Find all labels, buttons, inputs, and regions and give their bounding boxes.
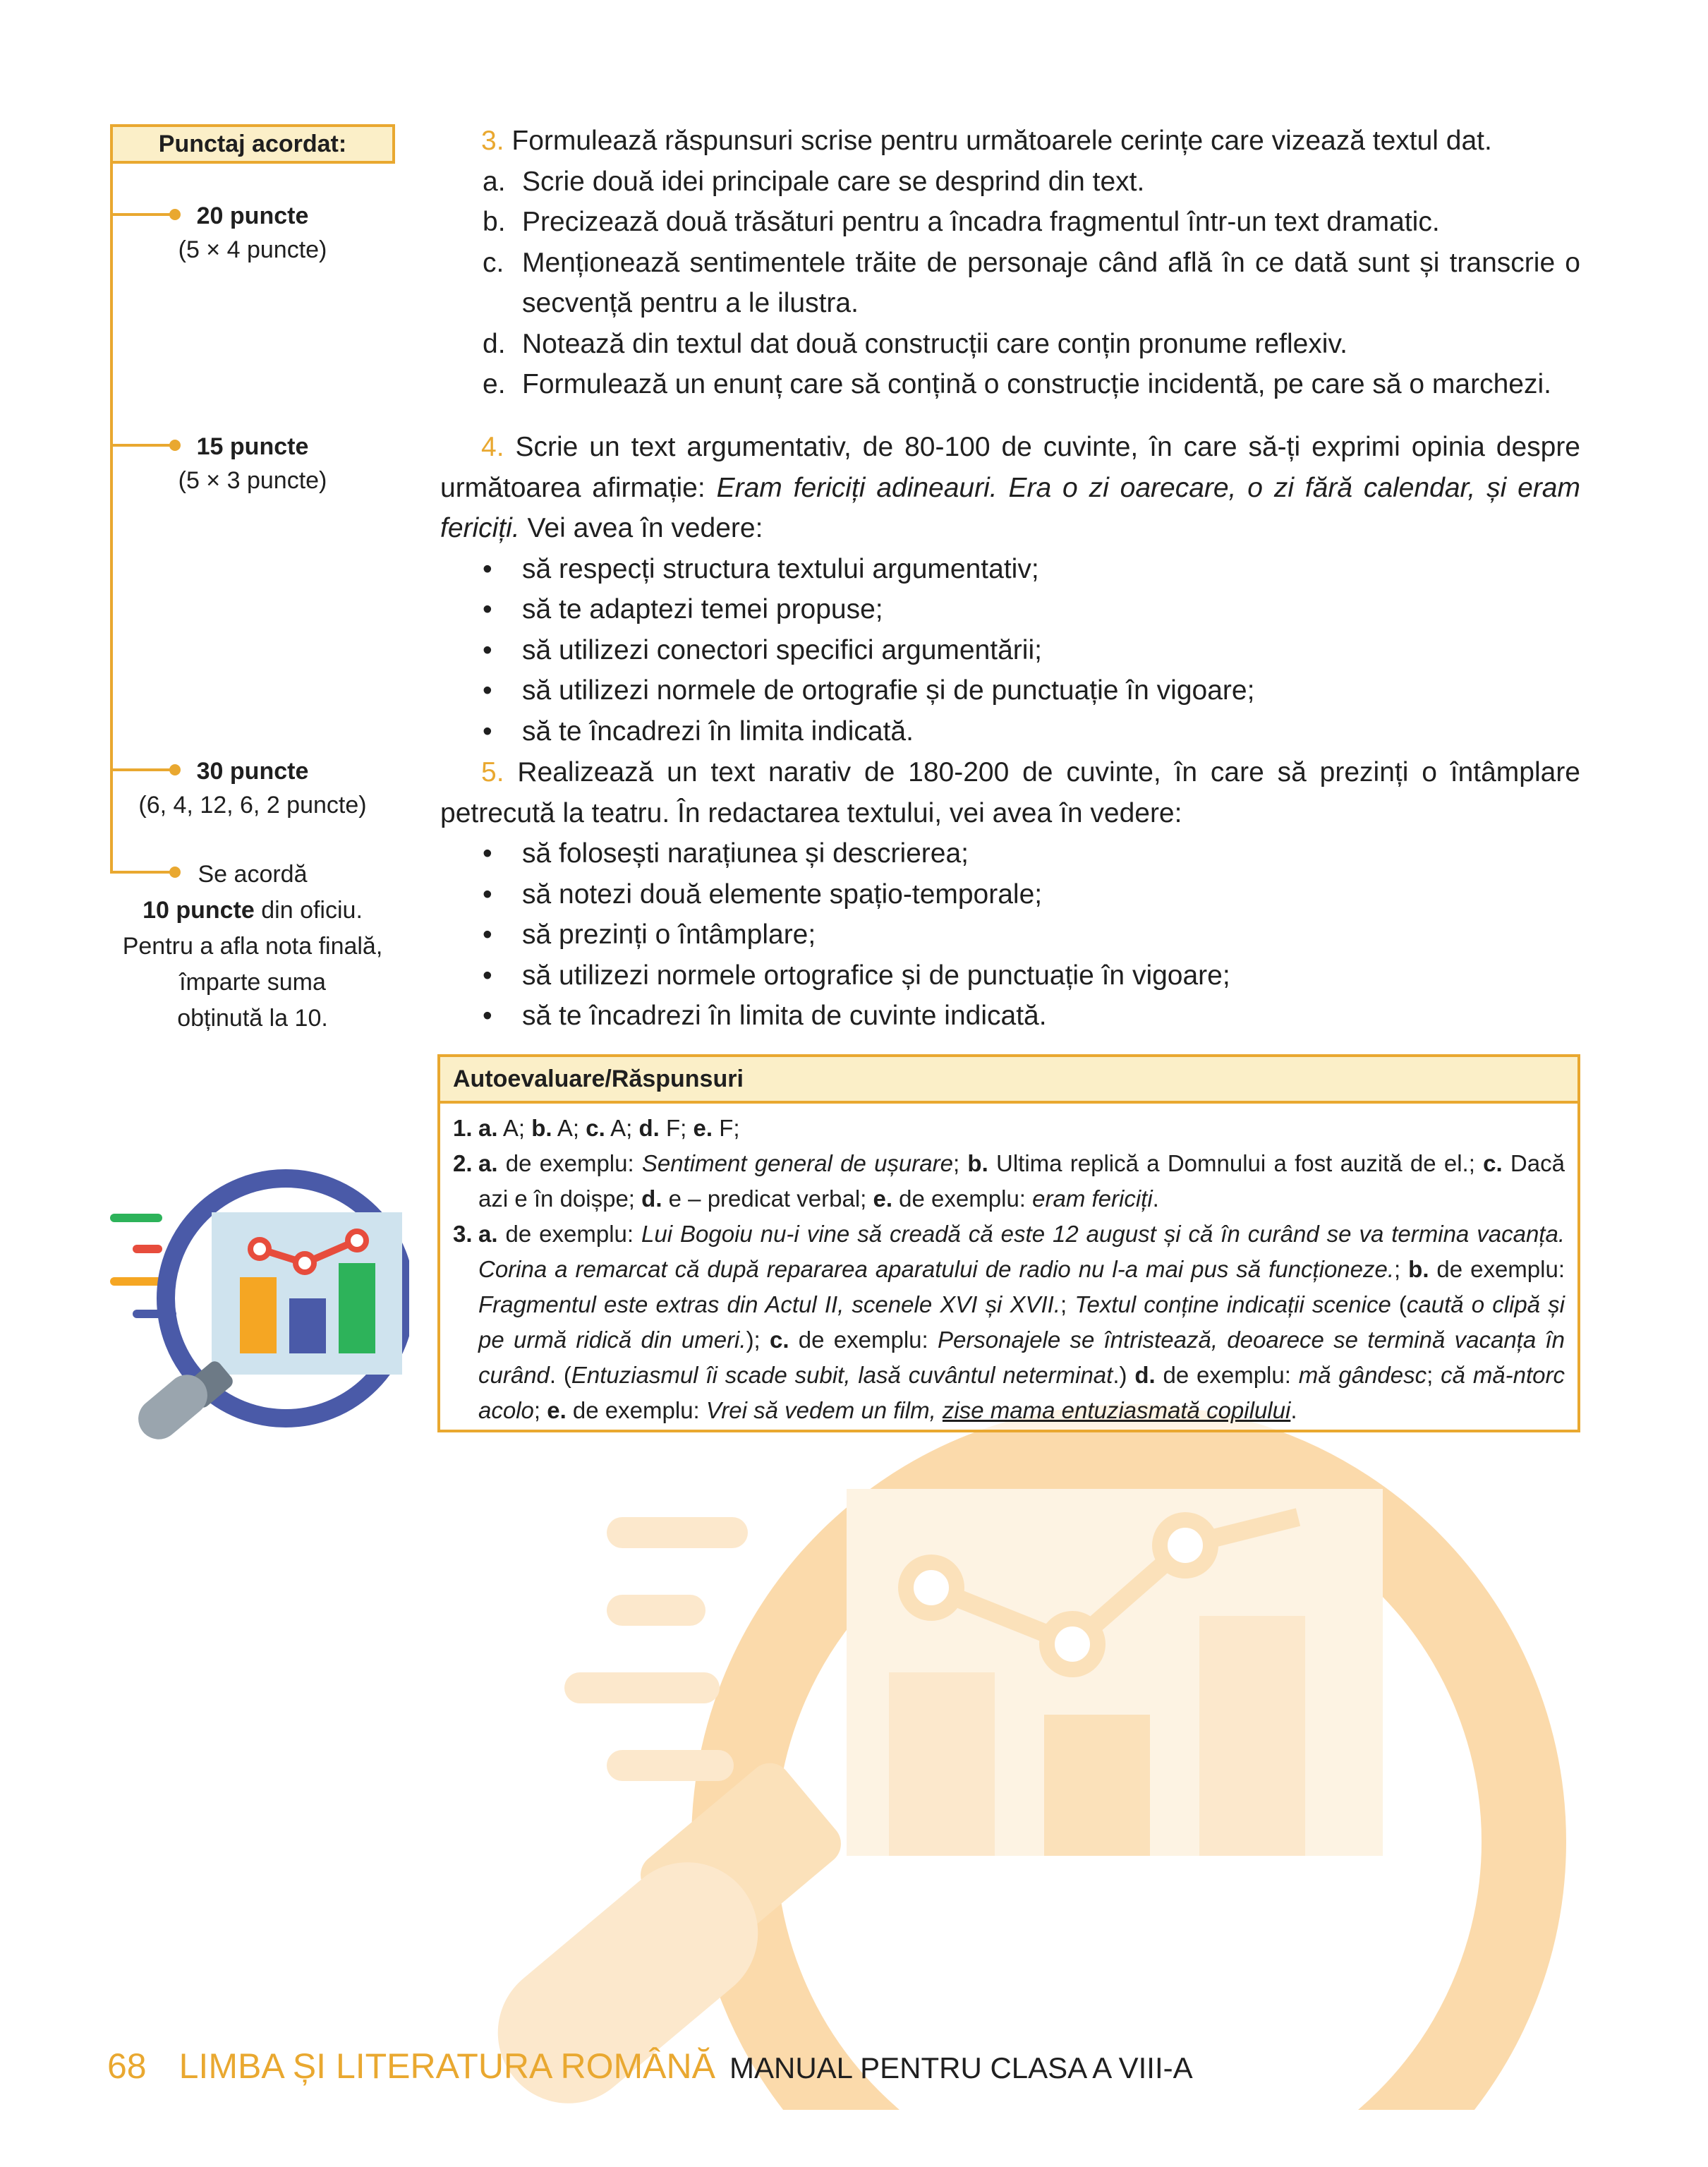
q4-bullet: • să respecți structura textului argumentativ; (483, 553, 1039, 584)
q5-text: Realizează un text narativ de 180-200 de cuvinte, în care să prezinți o întâmplare petrecută la teatru. În redactarea textului, vei avea în vedere: (440, 757, 1580, 828)
q3-item-e: e. Formulează un enunț care să conțină o construcție incidentă, pe care să o marchezi. (483, 369, 1551, 399)
self-assessment-title: Autoevaluare/Răspunsuri (440, 1057, 1577, 1104)
q4-bullet: • să te încadrezi în limita indicată. (483, 716, 914, 747)
footer-subject: LIMBA ȘI LITERATURA ROMÂNĂ (178, 2046, 715, 2086)
q5-bullet: • să notezi două elemente spațio-temporale; (483, 879, 1043, 910)
q3-item-d: d. Notează din textul dat două construcții care conțin pronume reflexiv. (483, 328, 1347, 359)
q5-bullet: • să te încadrezi în limita de cuvinte indicată. (483, 1001, 1047, 1031)
self-assessment-box (437, 1054, 1580, 1432)
page-number: 68 (107, 2046, 147, 2086)
q5-number: 5. (481, 757, 504, 787)
score-box-title: Punctaj acordat: (110, 124, 395, 164)
score-points: 15 puncte (196, 433, 309, 460)
score-item-3 (106, 754, 399, 822)
score-points: 30 puncte (196, 758, 309, 785)
q4-number: 4. (481, 432, 504, 462)
final-line1: Se acordă (198, 861, 308, 888)
final-line4: împarte suma (179, 969, 326, 996)
answer-1: 1. a. A; b. A; c. A; d. F; e. F; (453, 1115, 740, 1141)
score-detail: (5 × 3 puncte) (178, 467, 327, 494)
q3-number: 3. (481, 126, 504, 156)
score-item-1 (106, 199, 399, 267)
q3-item-a: a. Scrie două idei principale care se desprind din text. (483, 166, 1145, 197)
question-4 (440, 427, 1580, 751)
answer-3: 3. a. de exemplu: Lui Bogoiu nu-i vine să creadă că este 12 august și că în curând se va termina vacanța. Corina a remarcat că după repararea aparatului de radio nu l-a mai pus să funcționeze.; b. de exemplu: Fragmentul este extras din Actul II, scenele XVI și XVII.; Textul conține indicații scenice (caută o clipă și pe urmă ridică din umeri.); c. de exemplu: Personajele se întristează, deoarece se termină vacanța în curând. (Entuziasmul îi scade subit, lasă cuvântul neterminat.) d. de exemplu: mă gândesc; că mă-ntorc acolo; e. de exemplu: Vrei să vedem un film, zise mama entuziasmată copilului. (453, 1221, 1565, 1423)
q4-text2: Vei avea în vedere: (519, 513, 763, 543)
footer-grade: MANUAL PENTRU CLASA A VIII-A (729, 2051, 1193, 2084)
question-3 (440, 121, 1580, 405)
q4-bullet: • să utilizezi normele de ortografie și de punctuație în vigoare; (483, 675, 1255, 706)
q5-bullet: • să folosești narațiunea și descrierea; (483, 838, 969, 869)
q4-bullet: • să te adaptezi temei propuse; (483, 594, 883, 624)
q4-text: Scrie un text argumentativ, de 80-100 de cuvinte, în care să-ți exprimi opinia despre următoarea afirmație: (440, 432, 1580, 503)
magnifier-chart-icon (106, 1157, 409, 1439)
watermark-magnifier-icon (395, 1404, 1708, 2110)
final-rest: din oficiu. (254, 897, 363, 924)
score-item-2 (106, 430, 399, 497)
page-footer (107, 2044, 1193, 2091)
q3-item-b: b. Precizează două trăsături pentru a încadra fragmentul într-un text dramatic. (483, 207, 1440, 237)
q3-text: Formulează răspunsuri scrise pentru următoarele cerințe care vizează textul dat. (504, 126, 1492, 156)
q4-bullet: • să utilizezi conectori specifici argumentării; (483, 634, 1042, 665)
answer-2: 2. a. de exemplu: Sentiment general de ușurare; b. Ultima replică a Domnului a fost auzită de el.; c. Dacă azi e în doișpe; d. e – predicat verbal; e. de exemplu: eram fericiți. (453, 1150, 1565, 1212)
q4-quote: Eram fericiți adineauri. Era o zi oarecare, o zi fără calendar, și eram fericiți. (440, 472, 1580, 543)
score-final (106, 857, 399, 1037)
score-detail: (5 × 4 puncte) (178, 236, 327, 263)
q5-bullet: • să utilizezi normele ortografice și de punctuație în vigoare; (483, 960, 1230, 991)
final-line3: Pentru a afla nota finală, (122, 933, 383, 960)
score-points: 20 puncte (196, 203, 309, 229)
final-line5: obținută la 10. (177, 1005, 328, 1032)
q5-bullet: • să prezinți o întâmplare; (483, 919, 816, 950)
final-bold: 10 puncte (143, 897, 255, 924)
score-detail: (6, 4, 12, 6, 2 puncte) (138, 792, 367, 819)
q3-item-c: c. Menționează sentimentele trăite de personaje când află în ce dată sunt și transcrie o secvență pentru a le ilustra. (483, 247, 1580, 318)
question-5 (440, 752, 1580, 1037)
